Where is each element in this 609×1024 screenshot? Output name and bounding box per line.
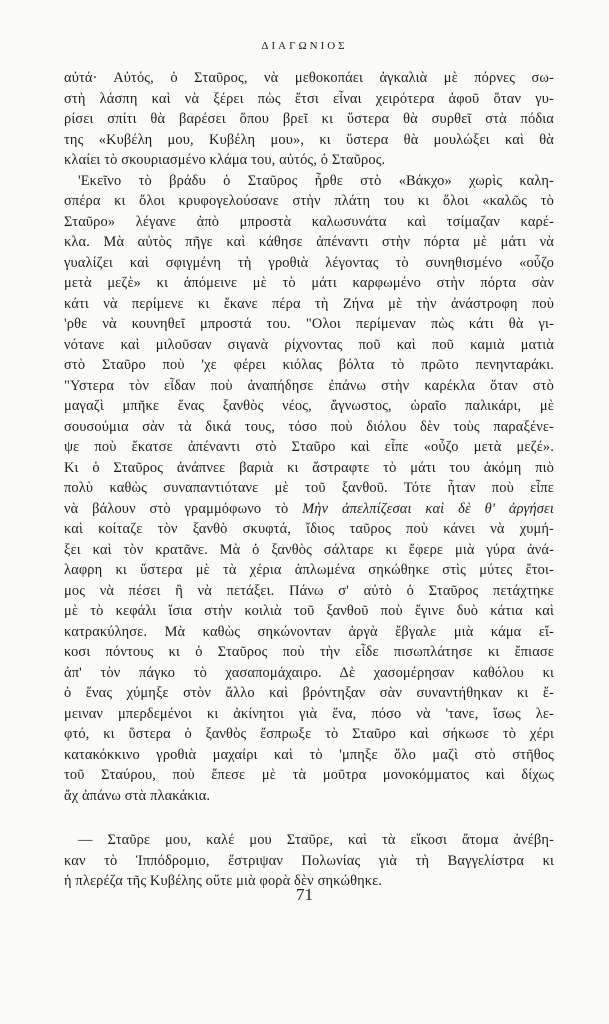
text-line: ξει καὶ τὸν κρατᾶνε. Μὰ ὁ ξανθὸς σάλταρε κι ἔφερε μιὰ γύρα ἀνά- — [64, 541, 554, 558]
text-line: μετὰ μεζὲ» κι ἀπόμεινε μὲ τὸ μάτι καρφωμένο στὴν πόρτα σὰν — [64, 275, 554, 291]
text-line: ἀπ' τὸν πάγκο τὸ χασαπομάχαιρο. Δὲ χασομέρησαν καθόλου κι — [64, 664, 554, 681]
text-line: ψε ποὺ ἔκατσε ἀπέναντι στὸ Σταῦρο καὶ εἶπε «οὖζο μετὰ μεζέ». — [64, 439, 554, 455]
text-line: γυαλίζει καὶ σφιγμένη τὴ γροθιὰ λέγοντας τὸ συνηθισμένο «οὖζο — [64, 254, 554, 271]
text-line: κατακόκκινο γροθιὰ μαχαίρι καὶ τὸ 'μπηξε ὅλο μαζὶ στὸ στῆθος — [64, 746, 554, 763]
text-line: κλα. Μὰ αὐτὸς πῆγε καὶ κάθησε ἀπέναντι στὴν πόρτα μὲ μάτι νὰ — [64, 234, 554, 250]
text-line: λαφρη κι ὕστερα μὲ τὰ χέρια ἁπλωμένα σηκώθηκε στὶς μύτες ἔτοι- — [64, 562, 554, 578]
text-line: μος νὰ πέσει ἢ νὰ πετάξει. Πάνω σ' αὐτὸ ὁ Σταῦρος πετάχτηκε — [64, 582, 554, 599]
body-text — [64, 68, 554, 892]
text-line: μὲ τὸ κεφάλι ἴσια στὴν κοιλιὰ τοῦ ξανθοῦ ποὺ ἔγινε δυὸ κάτια καὶ — [64, 603, 554, 619]
text-line: πολὺ καθὼς συναπαντιότανε μὲ τοῦ ξανθοῦ. Τότε ἦταν ποὺ εἶπε — [64, 480, 554, 496]
page-number: 71 — [296, 885, 313, 904]
dialogue-paragraph — [64, 830, 554, 892]
text-line-italic-title: νὰ βάλουν στὸ γραμμόφωνο τὸ Μὴν ἀπελπίζεσαι καὶ δὲ θ' ἀργήσει — [64, 500, 554, 517]
paragraph-gap — [64, 806, 554, 830]
text-line: της «Κυβέλη μου, Κυβέλη μου», κι ὕστερα θὰ μουλώξει καὶ θὰ — [64, 131, 554, 148]
song-title: Μὴν ἀπελπίζεσαι καὶ δὲ θ' ἀργήσει — [302, 500, 554, 517]
text-line: σουσούμια σὰν τὰ δικά τους, τόσο ποὺ διόλου δὲν τοὺς παραξένε- — [64, 418, 554, 435]
text-line: ἄχ ἀπάνω στὰ πλακάκια. — [64, 787, 211, 804]
text-line: νότανε καὶ μιλοῦσαν σιγανὰ ρίχνοντας ποῦ καὶ ποῦ καμιὰ ματιὰ — [64, 336, 554, 353]
text-line: μαγαζὶ μπῆκε ἕνας ξανθὸς νέος, ἄγνωστος, ὡραῖο παλικάρι, μὲ — [64, 398, 554, 414]
text-line: κλαίει τὸ σκουριασμένο κλάμα του, αὐτός, ὁ Σταῦρος. — [64, 152, 386, 168]
text-line: μειναν μπερδεμένοι κι ἀκίνητοι γιὰ ἕνα, πόσο νὰ 'τανε, ἴσως λε- — [64, 705, 554, 722]
text-line: σπέρα κι ὅλοι κρυφογελούσανε στὴν πλάτη του κι ὅλοι «καλῶς τὸ — [64, 193, 554, 209]
text-line: 'Εκεῖνο τὸ βράδυ ὁ Σταῦρος ἦρθε στὸ «Βάκχο» χωρὶς καλη- — [78, 172, 554, 189]
text-line: φτό, κι ὕστερα ὁ ξανθὸς ἔσπρωξε τὸ Σταῦρο καὶ σήκωσε τὸ χέρι — [64, 726, 554, 742]
text-line: "Υστερα τὸν εἶδαν ποὺ ἀναπήδησε ἐπάνω στὴν καρέκλα ὅταν στὸ — [64, 377, 554, 394]
text-line: 'ρθε νὰ κουνηθεῖ μπροστά του. "Ολοι περίμεναν πὼς κάτι θὰ γι- — [64, 316, 554, 332]
text-line: στὸ Σταῦρο ποὺ 'χε φέρει κιόλας βόλτα τὸ πρῶτο πενηνταράκι. — [64, 357, 554, 373]
text-line: τοῦ Σταύρου, ποὺ ἔπεσε μὲ τὰ μοῦτρα μονοκόμματος καὶ δίχως — [64, 767, 554, 783]
text-line: ρίσει σπίτι θὰ βαρέσει ὅπου βρεῖ κι ὕστερα θὰ συρθεῖ στὰ πόδια — [64, 111, 554, 127]
text-line: στὴ λάσπη καὶ νὰ ξέρει πὼς ἔτσι εἶναι χειρότερα ἀφοῦ ὅταν γυ- — [64, 90, 554, 107]
text-line: Κι ὁ Σταῦρος ἀνάπνεε βαριὰ κι ἄστραφτε τὸ μάτι του ἀκόμη πιὸ — [64, 459, 554, 476]
text-line: ὁ ἕνας χύμηξε στὸν ἄλλο καὶ βρόντηξαν σὰν συναντήθηκαν κι ἔ- — [64, 685, 554, 701]
text-line: αὐτά· Αὐτός, ὁ Σταῦρος, νὰ μεθοκοπάει ἀγκαλιὰ μὲ πόρνες σω- — [64, 70, 554, 86]
dialogue-line: — Σταῦρε μου, καλέ μου Σταῦρε, καὶ τὰ εἴκοσι ἄτομα ἀνέβη- — [78, 832, 554, 848]
text-line: κατρακύλησε. Μὰ καθὼς σηκώνονταν ἀργὰ ἔβγαλε μιὰ κάμα εἴ- — [64, 623, 554, 640]
text-line: Σταῦρο» λέγανε ἀπὸ μπροστὰ καλωσυνάτα καὶ τσίμαζαν καρέ- — [64, 213, 554, 230]
running-head: ΔΙΑΓΩΝΙΟΣ — [261, 40, 348, 52]
text-line: κοσι πόντους κι ὁ Σταῦρος ποὺ τὴν εἶδε πισωπλάτησε κι ἔπιασε — [64, 644, 554, 660]
text-line: κάτι νὰ περίμενε κι ἔκανε πέρα τὴ Ζήνα μὲ τὴν ἀνάστροφη ποὺ — [64, 295, 554, 312]
dialogue-line: καν τὸ Ἱππόδρομιο, ἔστριψαν Πολωνίας γιὰ τὴ Βαγγελίστρα κι — [64, 852, 554, 869]
text-line: καὶ κοίταζε τὸν ξανθὸ σκυφτά, ἴδιος ταῦρος ποὺ κάνει νὰ χυμή- — [64, 521, 554, 537]
dialogue-line: ἡ πλερέζα τῆς Κυβέλης οὔτε μιὰ φορὰ δὲν σηκώθηκε. — [64, 873, 383, 889]
